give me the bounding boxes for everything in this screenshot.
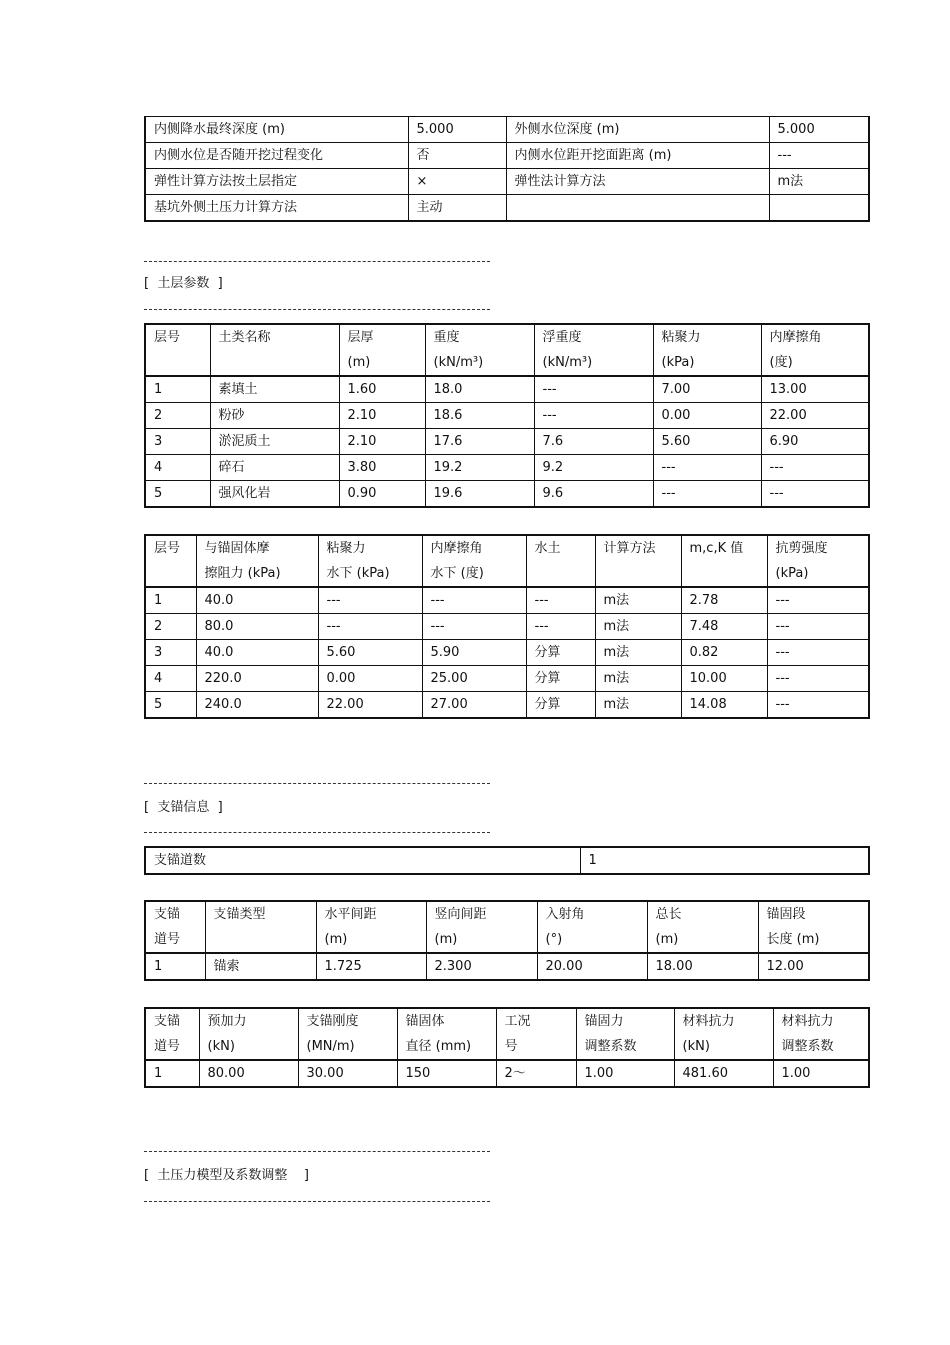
header-line-main: 材料抗力 (682, 1014, 735, 1029)
table-cell: 7.6 (534, 429, 653, 455)
header-line-main: 土类名称 (218, 330, 271, 345)
table-cell: 80.00 (199, 1060, 298, 1087)
header-line-main: 竖向间距 (434, 907, 487, 922)
table-row (145, 666, 869, 692)
column-header (318, 535, 422, 587)
anchor-table-2 (144, 1007, 870, 1088)
header-line-main: 层号 (154, 330, 181, 345)
table-cell: 基坑外侧土压力计算方法 (145, 195, 408, 222)
table-cell: 5.90 (422, 640, 526, 666)
column-header (199, 1008, 298, 1060)
header-row (145, 535, 869, 587)
table-cell: 6.90 (761, 429, 869, 455)
column-header (537, 901, 647, 953)
anchor-table-1-block (144, 900, 870, 981)
header-line-unit: (°) (545, 932, 563, 947)
header-line-main: 层号 (154, 541, 181, 556)
header-row (145, 324, 869, 376)
table-cell: 1.60 (339, 376, 425, 403)
table-cell: --- (761, 455, 869, 481)
table-cell: --- (526, 614, 595, 640)
table-cell: --- (767, 640, 869, 666)
table-row (145, 481, 869, 508)
header-line-unit: (kN) (682, 1039, 710, 1054)
header-line-unit (535, 561, 595, 586)
divider-line (144, 309, 490, 310)
table-cell: 30.00 (298, 1060, 397, 1087)
table-row (145, 117, 869, 143)
header-line-main: 支锚 (154, 907, 181, 922)
table-cell: 1 (145, 587, 196, 614)
soil-table-1-block (144, 323, 870, 508)
header-line-unit (219, 350, 339, 375)
divider-line (144, 1151, 490, 1152)
column-header (758, 901, 869, 953)
table-cell: 3 (145, 640, 196, 666)
anchor-count-label: 支锚道数 (145, 847, 580, 874)
column-header (397, 1008, 496, 1060)
header-line-main: 与锚固体摩 (204, 541, 270, 556)
table-cell: 27.00 (422, 692, 526, 719)
table-cell: 分算 (526, 666, 595, 692)
header-line-main: 支锚刚度 (306, 1014, 359, 1029)
header-row (145, 1008, 869, 1060)
table-row (145, 640, 869, 666)
header-line-main: 支锚 (154, 1014, 181, 1029)
table-cell: 7.00 (653, 376, 761, 403)
soil-table-2 (144, 534, 870, 719)
table-cell: 3.80 (339, 455, 425, 481)
table-cell: 2.10 (339, 429, 425, 455)
column-header (145, 324, 210, 376)
table-cell: 粉砂 (210, 403, 339, 429)
table-cell: 5.000 (769, 117, 869, 143)
table-cell: --- (534, 403, 653, 429)
divider-line (144, 783, 490, 784)
table-cell: 碎石 (210, 455, 339, 481)
header-line-main: 浮重度 (542, 330, 582, 345)
header-line-main: 粘聚力 (326, 541, 366, 556)
column-header (767, 535, 869, 587)
header-line-main: 抗剪强度 (775, 541, 828, 556)
table-cell: 481.60 (674, 1060, 773, 1087)
table-cell: 素填土 (210, 376, 339, 403)
header-line-unit: (m) (324, 932, 348, 947)
water-table (144, 116, 870, 222)
table-cell: 22.00 (318, 692, 422, 719)
table-cell: 0.90 (339, 481, 425, 508)
table-cell: 17.6 (425, 429, 534, 455)
header-line-main: 锚固段 (766, 907, 806, 922)
table-cell: 220.0 (196, 666, 318, 692)
table-cell: 3 (145, 429, 210, 455)
table-cell: 5.000 (408, 117, 506, 143)
table-cell: × (408, 169, 506, 195)
table-cell: 2.10 (339, 403, 425, 429)
table-cell: 内侧水位是否随开挖过程变化 (145, 143, 408, 169)
table-cell: m法 (595, 692, 681, 719)
table-cell: 强风化岩 (210, 481, 339, 508)
table-cell: 20.00 (537, 953, 647, 980)
header-line-main: 总长 (655, 907, 682, 922)
column-header (534, 324, 653, 376)
table-row (145, 1060, 869, 1087)
table-cell: 80.0 (196, 614, 318, 640)
header-line-main: 锚固体 (405, 1014, 445, 1029)
divider-line (144, 261, 490, 262)
table-cell: m法 (595, 666, 681, 692)
table-cell: 淤泥质土 (210, 429, 339, 455)
header-line-unit: (kN) (207, 1039, 235, 1054)
table-cell: 2.300 (426, 953, 537, 980)
table-cell (506, 195, 769, 222)
header-line-unit: (m) (347, 355, 371, 370)
table-cell: --- (767, 614, 869, 640)
header-line-main: 材料抗力 (781, 1014, 834, 1029)
table-cell (769, 195, 869, 222)
table-cell: 0.82 (681, 640, 767, 666)
table-cell: --- (767, 692, 869, 719)
anchor-count-value: 1 (580, 847, 869, 874)
header-line-main: 水土 (534, 541, 561, 556)
table-cell: 弹性法计算方法 (506, 169, 769, 195)
section-title-anchor: [ 支锚信息 ] (144, 800, 223, 815)
table-cell: 2 (145, 614, 196, 640)
table-cell: 弹性计算方法按土层指定 (145, 169, 408, 195)
header-line-main: 锚固力 (584, 1014, 624, 1029)
table-cell: --- (769, 143, 869, 169)
anchor-count-table (144, 846, 870, 875)
table-cell: 4 (145, 455, 210, 481)
table-cell: m法 (595, 587, 681, 614)
header-line-unit: 调整系数 (584, 1039, 637, 1054)
table-cell: 分算 (526, 692, 595, 719)
table-row (145, 403, 869, 429)
anchor-count-block (144, 846, 870, 875)
table-row (145, 614, 869, 640)
column-header (145, 1008, 199, 1060)
table-cell: --- (653, 455, 761, 481)
header-line-main: m,c,K 值 (689, 541, 744, 556)
column-header (298, 1008, 397, 1060)
table-cell: 0.00 (318, 666, 422, 692)
table-cell: 14.08 (681, 692, 767, 719)
header-line-unit: 擦阻力 (kPa) (204, 566, 281, 581)
header-line-unit: 水下 (kPa) (326, 566, 390, 581)
column-header (422, 535, 526, 587)
table-row (145, 692, 869, 719)
table-cell: 9.2 (534, 455, 653, 481)
column-header (425, 324, 534, 376)
column-header (496, 1008, 576, 1060)
table-row (145, 587, 869, 614)
table-cell: --- (534, 376, 653, 403)
header-line-unit: (m) (655, 932, 679, 947)
column-header (205, 901, 316, 953)
table-row (145, 376, 869, 403)
table-cell: --- (318, 587, 422, 614)
header-row (145, 901, 869, 953)
table-cell: --- (767, 587, 869, 614)
header-line-unit: (kPa) (775, 566, 809, 581)
table-cell: 12.00 (758, 953, 869, 980)
header-line-unit (690, 561, 767, 586)
column-header (145, 535, 196, 587)
table-cell: 4 (145, 666, 196, 692)
header-line-main: 预加力 (207, 1014, 247, 1029)
header-line-unit: 水下 (度) (430, 566, 484, 581)
header-line-main: 水平间距 (324, 907, 377, 922)
table-cell: 25.00 (422, 666, 526, 692)
column-header (210, 324, 339, 376)
table-cell: 分算 (526, 640, 595, 666)
table-cell: --- (422, 614, 526, 640)
divider-line (144, 1201, 490, 1202)
column-header (761, 324, 869, 376)
table-cell: 9.6 (534, 481, 653, 508)
column-header (674, 1008, 773, 1060)
header-line-unit: (MN/m) (306, 1039, 355, 1054)
table-cell: 22.00 (761, 403, 869, 429)
table-cell: 40.0 (196, 587, 318, 614)
soil-table-2-block (144, 534, 870, 719)
table-cell: 7.48 (681, 614, 767, 640)
table-cell: 40.0 (196, 640, 318, 666)
table-cell: 1.00 (773, 1060, 869, 1087)
section-title-soil: [ 土层参数 ] (144, 276, 223, 291)
table-cell: 5.60 (318, 640, 422, 666)
table-cell: m法 (769, 169, 869, 195)
table-cell: --- (422, 587, 526, 614)
table-cell: 锚索 (205, 953, 316, 980)
column-header (595, 535, 681, 587)
table-cell: 18.0 (425, 376, 534, 403)
column-header (339, 324, 425, 376)
header-line-main: 支锚类型 (213, 907, 266, 922)
column-header (145, 901, 205, 953)
table-cell: 240.0 (196, 692, 318, 719)
table-cell: 1 (145, 1060, 199, 1087)
table-cell: 5 (145, 692, 196, 719)
header-line-unit: 调整系数 (781, 1039, 834, 1054)
table-cell: 19.2 (425, 455, 534, 481)
header-line-main: 内摩擦角 (769, 330, 822, 345)
header-line-unit: 长度 (m) (766, 932, 820, 947)
table-cell: --- (318, 614, 422, 640)
table-row (145, 429, 869, 455)
table-cell: 18.6 (425, 403, 534, 429)
column-header (773, 1008, 869, 1060)
table-cell: 内侧降水最终深度 (m) (145, 117, 408, 143)
header-line-unit: (kPa) (661, 355, 695, 370)
header-line-unit (214, 927, 316, 952)
table-row (145, 143, 869, 169)
column-header (196, 535, 318, 587)
header-line-unit: (m) (434, 932, 458, 947)
header-line-main: 层厚 (347, 330, 374, 345)
table-row (145, 195, 869, 222)
section-title-pressure: [ 土压力模型及系数调整 ] (144, 1168, 309, 1183)
header-line-unit: 道号 (154, 932, 181, 947)
table-cell: 5.60 (653, 429, 761, 455)
table-cell: 1.725 (316, 953, 426, 980)
header-line-main: 重度 (433, 330, 460, 345)
table-cell: 否 (408, 143, 506, 169)
table-cell: --- (653, 481, 761, 508)
table-cell: --- (767, 666, 869, 692)
table-cell: 1.00 (576, 1060, 674, 1087)
table-cell: 5 (145, 481, 210, 508)
table-cell: --- (761, 481, 869, 508)
header-line-main: 内摩擦角 (430, 541, 483, 556)
header-line-main: 工况 (504, 1014, 531, 1029)
header-line-unit: 道号 (154, 1039, 181, 1054)
header-line-unit: 号 (504, 1039, 518, 1054)
soil-table-1 (144, 323, 870, 508)
header-line-unit (154, 561, 196, 586)
table-cell: 2 (145, 403, 210, 429)
header-line-main: 粘聚力 (661, 330, 701, 345)
column-header (426, 901, 537, 953)
column-header (647, 901, 758, 953)
table-cell: 13.00 (761, 376, 869, 403)
table-cell: 外侧水位深度 (m) (506, 117, 769, 143)
anchor-table-2-block (144, 1007, 870, 1088)
header-line-unit (604, 561, 681, 586)
table-row (145, 169, 869, 195)
column-header (576, 1008, 674, 1060)
column-header (653, 324, 761, 376)
water-table-block (144, 116, 870, 222)
table-cell: 1 (145, 953, 205, 980)
header-line-main: 计算方法 (603, 541, 656, 556)
column-header (681, 535, 767, 587)
header-line-unit: (kN/m³) (542, 355, 593, 370)
table-cell: 150 (397, 1060, 496, 1087)
table-row (145, 455, 869, 481)
table-row (145, 953, 869, 980)
table-cell: 2～ (496, 1060, 576, 1087)
table-cell: 主动 (408, 195, 506, 222)
header-line-unit (154, 350, 210, 375)
table-cell: 2.78 (681, 587, 767, 614)
header-line-unit: (度) (769, 355, 793, 370)
table-cell: 1 (145, 376, 210, 403)
header-line-unit: 直径 (mm) (405, 1039, 472, 1054)
divider-line (144, 832, 490, 833)
table-cell: 内侧水位距开挖面距离 (m) (506, 143, 769, 169)
header-line-unit: (kN/m³) (433, 355, 484, 370)
table-cell: 10.00 (681, 666, 767, 692)
table-cell: --- (526, 587, 595, 614)
header-line-main: 入射角 (545, 907, 585, 922)
table-cell: 0.00 (653, 403, 761, 429)
column-header (526, 535, 595, 587)
table-cell: 18.00 (647, 953, 758, 980)
anchor-table-1 (144, 900, 870, 981)
table-cell: m法 (595, 614, 681, 640)
table-cell: m法 (595, 640, 681, 666)
table-cell: 19.6 (425, 481, 534, 508)
column-header (316, 901, 426, 953)
